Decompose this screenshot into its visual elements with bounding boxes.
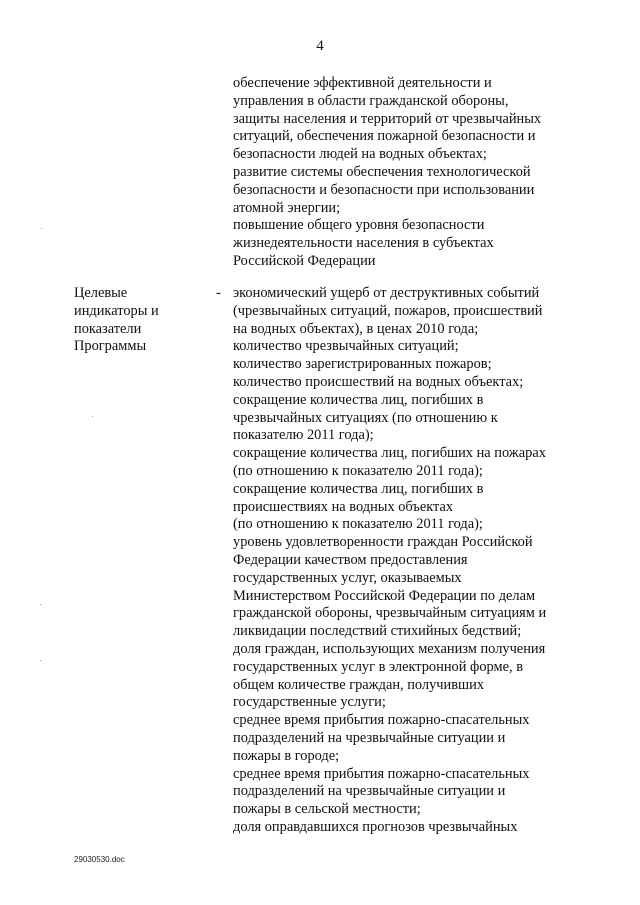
scan-speck [40,660,41,661]
text-line: государственные услуги; [233,694,386,711]
text-line: количество чрезвычайных ситуаций; [233,338,459,355]
scan-speck [92,416,93,417]
text-line: количество зарегистрированных пожаров; [233,356,492,373]
text-line: сокращение количества лиц, погибших в [233,480,484,497]
label-line: Программы [74,338,147,355]
scan-speck [40,604,41,605]
text-line: (по отношению к показателю 2011 года); [233,462,483,479]
document-file-code: 29030530.doc [74,855,125,864]
text-line: развитие системы обеспечения технологической [233,163,531,180]
text-line: пожары в сельской местности; [233,801,421,818]
text-line: ситуаций, обеспечения пожарной безопасности и [233,128,536,145]
text-line: государственных услуг, оказываемых [233,569,462,586]
label-dash: - [216,285,221,301]
text-line: показателю 2011 года); [233,427,374,444]
target-indicators-label [74,285,204,356]
text-line: доля оправдавшихся прогнозов чрезвычайных [233,818,518,835]
text-line: Федерации качеством предоставления [233,551,468,568]
label-line: показатели [74,320,142,337]
page-number: 4 [316,38,324,54]
text-line: чрезвычайных ситуациях (по отношению к [233,409,498,426]
text-line: безопасности людей на водных объектах; [233,146,487,163]
text-line: безопасности и безопасности при использовании [233,181,535,198]
text-line: уровень удовлетворенности граждан Российской [233,534,533,551]
text-line: атомной энергии; [233,199,341,216]
text-line: сокращение количества лиц, погибших на пожарах [233,445,546,462]
text-line: экономический ущерб от деструктивных событий [233,285,540,301]
text-line: количество происшествий на водных объектах; [233,373,524,390]
text-line: (по отношению к показателю 2011 года); [233,516,483,533]
text-line: общем количестве граждан, получивших [233,676,485,693]
text-line: повышение общего уровня безопасности [233,217,485,234]
text-line: управления в области гражданской обороны, [233,92,509,109]
text-line: Российской Федерации [233,252,376,269]
text-line: происшествиях на водных объектах [233,498,454,515]
text-line: обеспечение эффективной деятельности и [233,75,492,91]
text-line: сокращение количества лиц, погибших в [233,391,484,408]
text-line: подразделений на чрезвычайные ситуации и [233,783,506,800]
text-line: жизнедеятельности населения в субъектах [233,235,494,252]
goals-continuation-text [233,75,563,271]
target-indicators-text [233,285,563,837]
text-line: ликвидации последствий стихийных бедствий; [233,623,522,640]
text-line: подразделений на чрезвычайные ситуации и [233,729,506,746]
text-line: доля граждан, использующих механизм получения [233,640,546,657]
text-line: (чрезвычайных ситуаций, пожаров, происшествий [233,302,543,319]
text-line: среднее время прибытия пожарно-спасательных [233,765,530,782]
label-line: Целевые [74,285,128,301]
text-line: на водных объектах), в ценах 2010 года; [233,320,479,337]
text-line: Министерством Российской Федерации по делам [233,587,536,604]
text-line: защиты населения и территорий от чрезвычайных [233,110,542,127]
text-line: среднее время прибытия пожарно-спасательных [233,712,530,729]
text-line: гражданской обороны, чрезвычайным ситуациям и [233,605,547,622]
text-line: государственных услуг в электронной форме, в [233,658,523,675]
text-line: пожары в городе; [233,747,340,764]
label-line: индикаторы и [74,302,159,319]
scan-speck [41,228,42,229]
